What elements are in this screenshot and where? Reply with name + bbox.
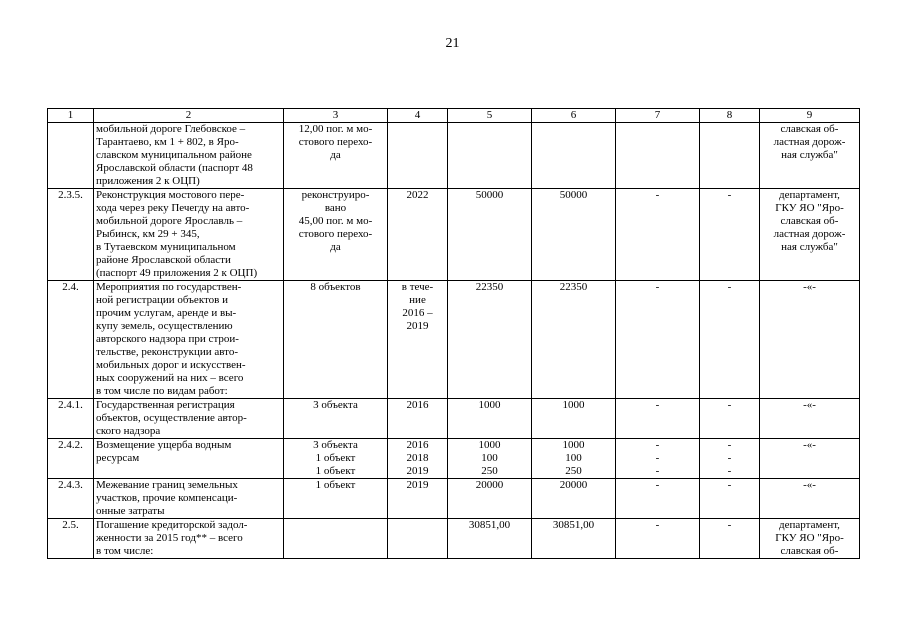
federal-budget-cell: - — [616, 281, 700, 399]
federal-budget-cell: - — [616, 189, 700, 281]
federal-budget-cell: - — [616, 519, 700, 559]
row-number-cell — [48, 123, 94, 189]
row-number-cell: 2.4. — [48, 281, 94, 399]
table-row — [48, 519, 860, 559]
other-sources-cell: - — [700, 189, 760, 281]
regional-budget-cell: 22350 — [532, 281, 616, 399]
federal-budget-cell: - - - — [616, 439, 700, 479]
row-number-cell: 2.4.3. — [48, 479, 94, 519]
volume-cell: 8 объектов — [284, 281, 388, 399]
executor-cell: департамент, ГКУ ЯО "Яро- славская об- ластная дорож- ная служба" — [760, 189, 860, 281]
total-funding-cell: 22350 — [448, 281, 532, 399]
other-sources-cell — [700, 123, 760, 189]
volume-cell — [284, 519, 388, 559]
total-funding-cell: 1000 100 250 — [448, 439, 532, 479]
table-row — [48, 123, 860, 189]
table-row — [48, 399, 860, 439]
measure-name-cell: Возмещение ущерба водным ресурсам — [94, 439, 284, 479]
total-funding-cell: 1000 — [448, 399, 532, 439]
regional-budget-cell — [532, 123, 616, 189]
other-sources-cell: - - - — [700, 439, 760, 479]
federal-budget-cell — [616, 123, 700, 189]
volume-cell: 3 объекта 1 объект 1 объект — [284, 439, 388, 479]
period-cell: 2016 — [388, 399, 448, 439]
executor-cell: -«- — [760, 399, 860, 439]
measure-name-cell: Мероприятия по государствен- ной регистрации объектов и прочим услугам, аренде и вы- купу земель, осуществлению авторского надзора при строи- тельстве, реконструкции авто- мобильных дорог и искусствен- ных сооружений на них – всего в том числе по видам работ: — [94, 281, 284, 399]
table-row — [48, 479, 860, 519]
table-row — [48, 439, 860, 479]
total-funding-cell: 20000 — [448, 479, 532, 519]
period-cell: 2019 — [388, 479, 448, 519]
header-cell-6: 6 — [532, 109, 616, 123]
volume-cell: 12,00 пог. м мо- стового перехо- да — [284, 123, 388, 189]
header-cell-8: 8 — [700, 109, 760, 123]
regional-budget-cell: 50000 — [532, 189, 616, 281]
period-cell — [388, 519, 448, 559]
row-number-cell: 2.4.2. — [48, 439, 94, 479]
regional-budget-cell: 1000 100 250 — [532, 439, 616, 479]
federal-budget-cell: - — [616, 399, 700, 439]
header-cell-7: 7 — [616, 109, 700, 123]
header-cell-1: 1 — [48, 109, 94, 123]
header-cell-5: 5 — [448, 109, 532, 123]
executor-cell: -«- — [760, 439, 860, 479]
total-funding-cell — [448, 123, 532, 189]
volume-cell: 3 объекта — [284, 399, 388, 439]
row-number-cell: 2.5. — [48, 519, 94, 559]
row-number-cell: 2.4.1. — [48, 399, 94, 439]
measure-name-cell: мобильной дороге Глебовское – Тарантаево, км 1 + 802, в Яро- славском муниципальном районе Ярославской области (паспорт 48 приложения 2 к ОЦП) — [94, 123, 284, 189]
federal-budget-cell: - — [616, 479, 700, 519]
total-funding-cell: 30851,00 — [448, 519, 532, 559]
other-sources-cell: - — [700, 519, 760, 559]
executor-cell: -«- — [760, 281, 860, 399]
volume-cell: реконструиро- вано 45,00 пог. м мо- стового перехо- да — [284, 189, 388, 281]
row-number-cell: 2.3.5. — [48, 189, 94, 281]
other-sources-cell: - — [700, 479, 760, 519]
period-cell: 2016 2018 2019 — [388, 439, 448, 479]
page-number: 21 — [445, 36, 460, 51]
table-row — [48, 281, 860, 399]
other-sources-cell: - — [700, 281, 760, 399]
header-cell-4: 4 — [388, 109, 448, 123]
period-cell: 2022 — [388, 189, 448, 281]
other-sources-cell: - — [700, 399, 760, 439]
regional-budget-cell: 1000 — [532, 399, 616, 439]
program-table — [47, 108, 860, 559]
regional-budget-cell: 30851,00 — [532, 519, 616, 559]
regional-budget-cell: 20000 — [532, 479, 616, 519]
header-cell-2: 2 — [94, 109, 284, 123]
executor-cell: департамент, ГКУ ЯО "Яро- славская об- — [760, 519, 860, 559]
table-header-row — [48, 109, 860, 123]
period-cell — [388, 123, 448, 189]
header-cell-9: 9 — [760, 109, 860, 123]
period-cell: в тече- ние 2016 – 2019 — [388, 281, 448, 399]
executor-cell: -«- — [760, 479, 860, 519]
measure-name-cell: Реконструкция мостового пере- хода через реку Печегду на авто- мобильной дороге Ярославль – Рыбинск, км 29 + 345, в Тутаевском муниципальном районе Ярославской области (паспорт 49 приложения 2 к ОЦП) — [94, 189, 284, 281]
volume-cell: 1 объект — [284, 479, 388, 519]
table-row — [48, 189, 860, 281]
measure-name-cell: Погашение кредиторской задол- женности за 2015 год** – всего в том числе: — [94, 519, 284, 559]
measure-name-cell: Межевание границ земельных участков, прочие компенсаци- онные затраты — [94, 479, 284, 519]
header-cell-3: 3 — [284, 109, 388, 123]
measure-name-cell: Государственная регистрация объектов, осуществление автор- ского надзора — [94, 399, 284, 439]
executor-cell: славская об- ластная дорож- ная служба" — [760, 123, 860, 189]
total-funding-cell: 50000 — [448, 189, 532, 281]
